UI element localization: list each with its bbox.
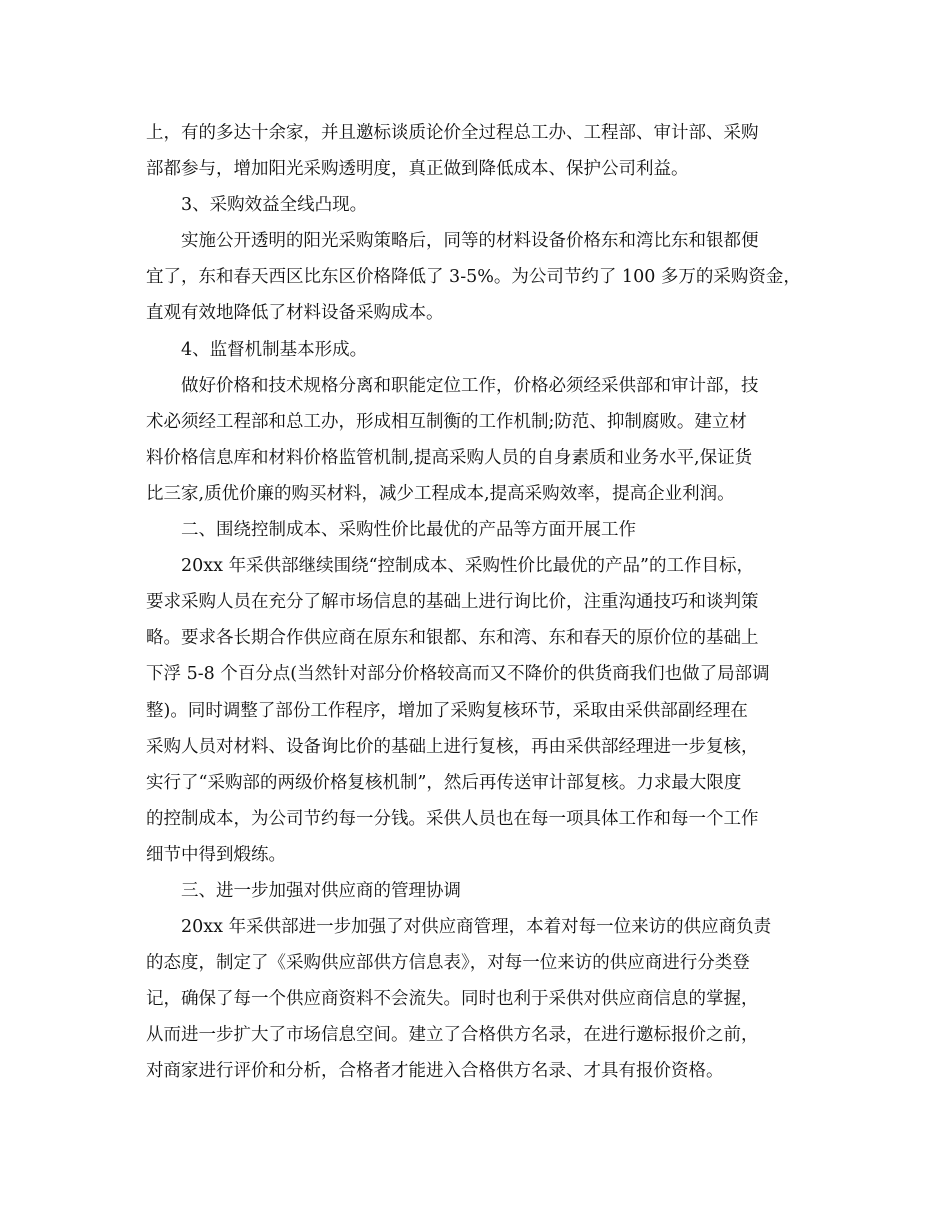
text-line: 下浮 5-8 个百分点(当然针对部分价格较高而又不降价的供货商我们也做了局部调 — [146, 664, 770, 685]
section-heading: 三、进一步加强对供应商的管理协调 — [181, 880, 461, 901]
text-line: 从而进一步扩大了市场信息空间。建立了合格供方名录，在进行邀标报价之前， — [146, 1025, 759, 1046]
text-line: 宜了，东和春天西区比东区价格降低了 3-5%。为公司节约了 100 多万的采购资金， — [146, 267, 801, 288]
text-line: 整)。同时调整了部份工作程序，增加了采购复核环节，采取由采供部副经理在 — [146, 700, 748, 721]
text-line: 记，确保了每一个供应商资料不会流失。同时也利于采供对供应商信息的掌握， — [146, 989, 759, 1010]
text-line: 实行了“采购部的两级价格复核机制”，然后再传送审计部复核。力求最大限度 — [146, 772, 742, 793]
text-line: 细节中得到煅练。 — [146, 844, 286, 865]
section-heading: 3、采购效益全线凸现。 — [181, 195, 368, 216]
text-line: 直观有效地降低了材料设备采购成本。 — [146, 303, 444, 324]
text-line: 做好价格和技术规格分离和职能定位工作，价格必须经采供部和审计部，技 — [181, 375, 759, 396]
text-line: 比三家,质优价廉的购买材料，减少工程成本,提高采购效率，提高企业利润。 — [146, 483, 735, 504]
text-line: 20xx 年采供部继续围绕“控制成本、采购性价比最优的产品”的工作目标， — [181, 556, 754, 577]
text-line: 略。要求各长期合作供应商在原东和银都、东和湾、东和春天的原价位的基础上 — [146, 628, 759, 649]
text-line: 20xx 年采供部进一步加强了对供应商管理，本着对每一位来访的供应商负责 — [181, 917, 772, 938]
section-heading: 4、监督机制基本形成。 — [181, 339, 368, 360]
text-line: 采购人员对材料、设备询比价的基础上进行复核，再由采供部经理进一步复核， — [146, 736, 759, 757]
text-line: 料价格信息库和材料价格监管机制,提高采购人员的自身素质和业务水平,保证货 — [146, 447, 753, 468]
text-line: 实施公开透明的阳光采购策略后，同等的材料设备价格东和湾比东和银都便 — [181, 231, 759, 252]
text-line: 的态度，制定了《采购供应部供方信息表》，对每一位来访的供应商进行分类登 — [146, 953, 750, 974]
section-heading: 二、围绕控制成本、采购性价比最优的产品等方面开展工作 — [181, 520, 636, 541]
text-line: 要求采购人员在充分了解市场信息的基础上进行询比价，注重沟通技巧和谈判策 — [146, 592, 759, 613]
text-line: 上，有的多达十余家，并且邀标谈质论价全过程总工办、工程部、审计部、采购 — [146, 123, 759, 143]
text-line: 术必须经工程部和总工办，形成相互制衡的工作机制;防范、抑制腐败。建立材 — [146, 411, 747, 432]
text-line: 部都参与，增加阳光采购透明度，真正做到降低成本、保护公司利益。 — [146, 159, 689, 180]
text-line: 的控制成本，为公司节约每一分钱。采供人员也在每一项具体工作和每一个工作 — [146, 808, 759, 829]
text-line: 对商家进行评价和分析，合格者才能进入合格供方名录、才具有报价资格。 — [146, 1061, 724, 1082]
document-body — [146, 115, 816, 1090]
